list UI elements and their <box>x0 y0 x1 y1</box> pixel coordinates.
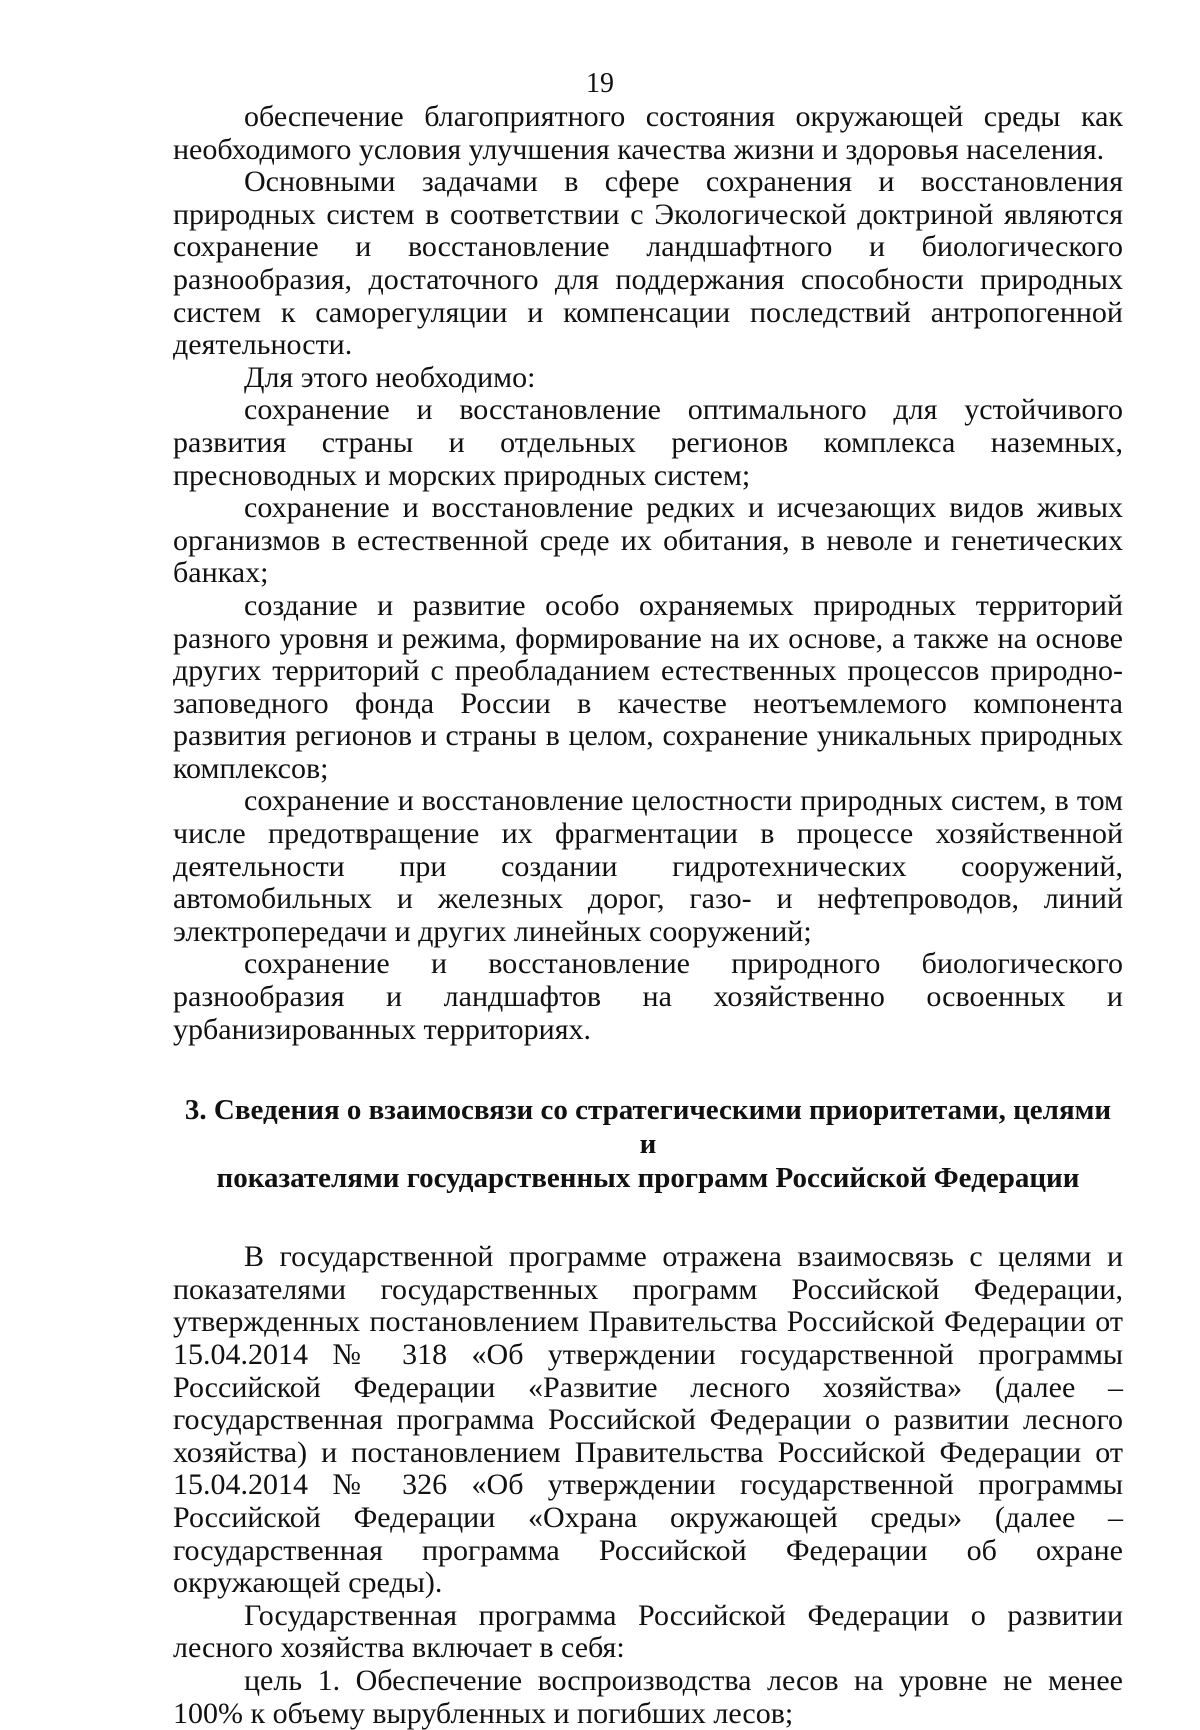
section-heading <box>173 1093 1123 1195</box>
list-item: сохранение и восстановление целостности природных систем, в том числе предотвращение их фрагментации в процессе хозяйственной деятельности при создании гидротехнических сооружений, автомобильных и железных дорог, газо- и нефтепроводов, линий электропередачи и других линейных сооружений; <box>173 784 1123 948</box>
paragraph: Для этого необходимо: <box>244 360 536 394</box>
page-number: 19 <box>586 68 614 99</box>
section-heading-line: 3. Сведения о взаимосвязи со стратегическими приоритетами, целями и <box>184 1094 1112 1161</box>
list-item: цель 1. Обеспечение воспроизводства лесов на уровне не менее 100% к объему вырубленных и погибших лесов; <box>173 1663 1123 1730</box>
paragraph: обеспечение благоприятного состояния окружающей среды как необходимого условия улучшения качества жизни и здоровья населения. <box>173 100 1123 166</box>
list-item: создание и развитие особо охраняемых природных территорий разного уровня и режима, формирование на их основе, а также на основе других территорий с преобладанием естественных процессов природно-заповедного фонда России в качестве неотъемлемого компонента развития регионов и страны в целом, сохранение уникальных природных комплексов; <box>173 588 1123 785</box>
list-item: сохранение и восстановление редких и исчезающих видов живых организмов в естественной среде их обитания, в неволе и генетических банках; <box>173 491 1123 590</box>
document-body <box>173 101 1123 1730</box>
list-item: сохранение и восстановление природного биологического разнообразия и ландшафтов на хозяйственно освоенных и урбанизированных территориях. <box>173 947 1123 1046</box>
section-heading-line: показателями государственных программ Российской Федерации <box>216 1162 1080 1195</box>
list-item: сохранение и восстановление оптимального для устойчивого развития страны и отдельных регионов комплекса наземных, пресноводных и морских природных систем; <box>173 393 1123 492</box>
paragraph: Государственная программа Российской Федерации о развитии лесного хозяйства включает в себя: <box>173 1598 1123 1665</box>
paragraph: Основными задачами в сфере сохранения и восстановления природных систем в соответствии с Экологической доктриной являются сохранение и восстановление ландшафтного и биологического разнообразия, достаточного для поддержания способности природных систем к саморегуляции и компенсации последствий антропогенной деятельности. <box>173 165 1123 362</box>
paragraph: В государственной программе отражена взаимосвязь с целями и показателями государственных программ Российской Федерации, утвержденных постановлением Правительства Российской Федерации от 15.04.2014 № 318 «Об утверждении государственной программы Российской Федерации «Развитие лесного хозяйства» (далее – государственная программа Российской Федерации о развитии лесного хозяйства) и постановлением Правительства Российской Федерации от 15.04.2014 № 326 «Об утверждении государственной программы Российской Федерации «Охрана окружающей среды» (далее – государственная программа Российской Федерации об охране окружающей среды). <box>173 1240 1123 1600</box>
